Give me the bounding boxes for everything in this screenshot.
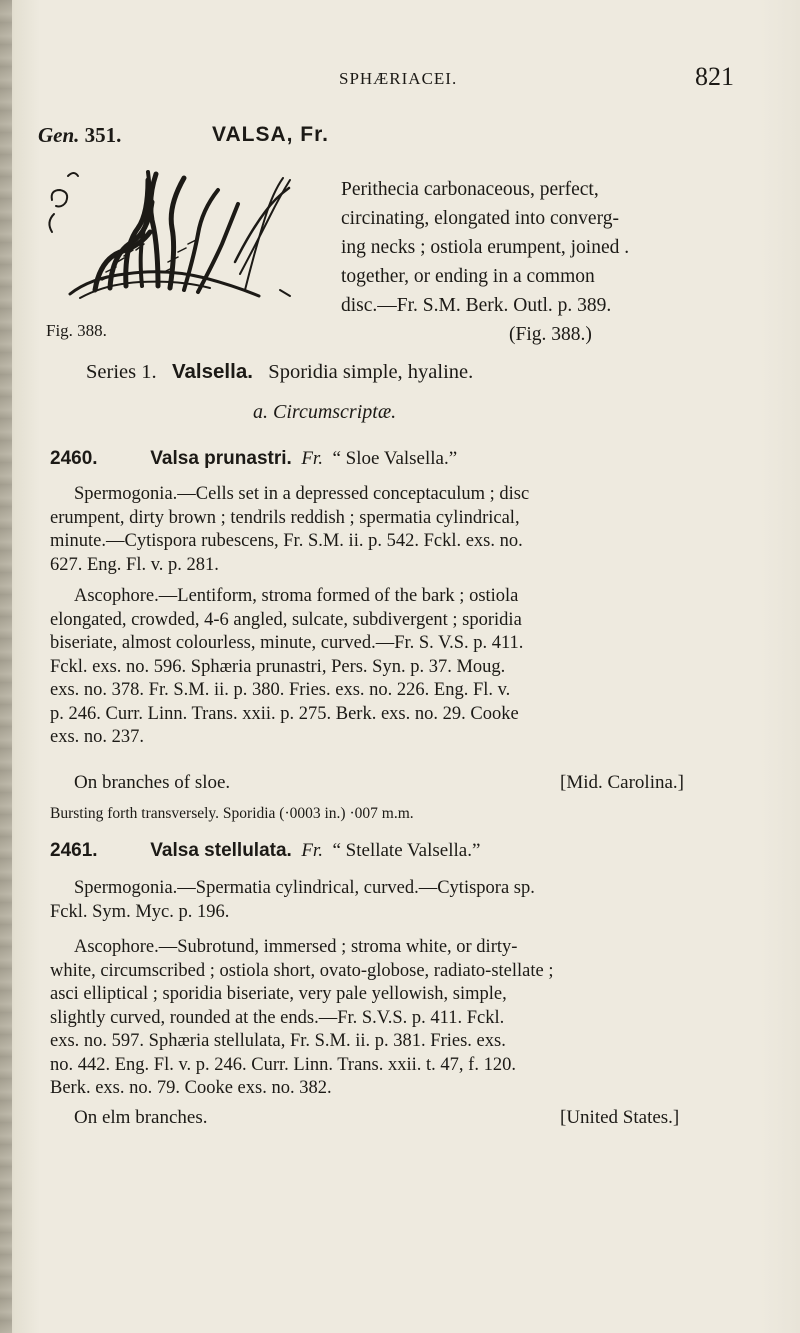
species-name: Valsa stellulata. [150,840,292,861]
species-paragraph-ascophore [50,585,780,750]
paragraph-line: exs. no. 378. Fr. S.M. ii. p. 380. Fries. exs. no. 226. Eng. Fl. v. [50,680,511,700]
valsa-figure-illustration [40,162,320,304]
species-name: Valsa prunastri. [150,448,292,469]
series-text: Sporidia simple, hyaline. [268,361,474,383]
paragraph-line: Ascophore.—Subrotund, immersed ; stroma white, or dirty- [74,937,518,957]
genus-label [38,123,121,148]
page-gutter [0,0,12,1333]
species-paragraph-spermogonia [50,877,780,924]
species-heading [50,840,480,862]
paragraph-line: biseriate, almost colourless, minute, curved.—Fr. S. V.S. p. 411. [50,633,524,653]
genus-description [341,175,781,349]
paragraph-line: Ascophore.—Lentiform, stroma formed of the bark ; ostiola [74,586,519,606]
paragraph-line: p. 246. Curr. Linn. Trans. xxii. p. 275. Berk. exs. no. 29. Cooke [50,703,519,724]
species-common-name: “ Stellate Valsella.” [332,840,481,861]
paragraph-line: 627. Eng. Fl. v. p. 281. [50,554,219,575]
species-author: Fr. [301,840,323,861]
genus-description-line: disc.—Fr. S.M. Berk. Outl. p. 389. [341,295,612,316]
figure-caption: Fig. 388. [46,321,107,340]
paragraph-line: exs. no. 237. [50,727,145,747]
series-label: Series 1. [86,361,157,383]
species-habitat [50,1107,780,1129]
paragraph-line: Spermogonia.—Spermatia cylindrical, curved.—Cytispora sp. [74,878,535,898]
paragraph-line: Fckl. exs. no. 596. Sphæria prunastri, Pers. Syn. p. 37. Moug. [50,656,506,677]
species-common-name: “ Sloe Valsella.” [332,448,458,469]
habitat-text: On branches of sloe. [74,772,231,793]
species-heading [50,448,457,470]
species-author: Fr. [301,448,323,469]
paragraph-line: Spermogonia.—Cells set in a depressed conceptaculum ; disc [74,484,530,504]
paragraph-line: Fckl. Sym. Myc. p. 196. [50,901,230,922]
paragraph-line: minute.—Cytispora rubescens, Fr. S.M. ii. p. 542. Fckl. exs. no. [50,531,523,551]
genus-title: VALSA, Fr. [212,123,329,146]
paragraph-line: no. 442. Eng. Fl. v. p. 246. Curr. Linn. Trans. xxii. t. 47, f. 120. [50,1054,516,1075]
locality: [United States.] [560,1107,680,1128]
genus-description-line: (Fig. 388.) [509,324,592,345]
species-paragraph-ascophore [50,936,780,1101]
habitat-text: On elm branches. [74,1107,208,1128]
paragraph-line: exs. no. 597. Sphæria stellulata, Fr. S.M. ii. p. 381. Fries. exs. [50,1031,506,1051]
running-head: SPHÆRIACEI. [339,69,458,88]
species-note: Bursting forth transversely. Sporidia (·0003 in.) ·007 m.m. [50,805,414,822]
locality: [Mid. Carolina.] [560,772,685,793]
species-habitat [50,772,780,794]
genus-description-line: together, or ending in a common [341,266,595,287]
species-number: 2460. [50,448,98,469]
genus-description-line: circinating, elongated into converg- [341,208,619,229]
species-number: 2461. [50,840,98,861]
paragraph-line: white, circumscribed ; ostiola short, ovato-globose, radiato-stellate ; [50,960,554,981]
page-number: 821 [695,62,734,91]
genus-description-line: Perithecia carbonaceous, perfect, [341,179,599,200]
species-paragraph-spermogonia [50,483,780,577]
paragraph-line: elongated, crowded, 4-6 angled, sulcate, subdivergent ; sporidia [50,609,522,630]
series-name: Valsella. [171,360,253,383]
subsection-heading: a. Circumscriptæ. [253,401,397,423]
paragraph-line: slightly curved, rounded at the ends.—Fr. S.V.S. p. 411. Fckl. [50,1007,505,1028]
paragraph-line: asci elliptical ; sporidia biseriate, very pale yellowish, simple, [50,984,507,1004]
genus-number: 351. [84,123,122,147]
series-heading [86,360,473,384]
genus-description-line: ing necks ; ostiola erumpent, joined . [341,237,630,258]
paragraph-line: erumpent, dirty brown ; tendrils reddish ; spermatia cylindrical, [50,507,520,528]
paragraph-line: Berk. exs. no. 79. Cooke exs. no. 382. [50,1078,332,1098]
genus-label-text: Gen. [38,123,80,147]
